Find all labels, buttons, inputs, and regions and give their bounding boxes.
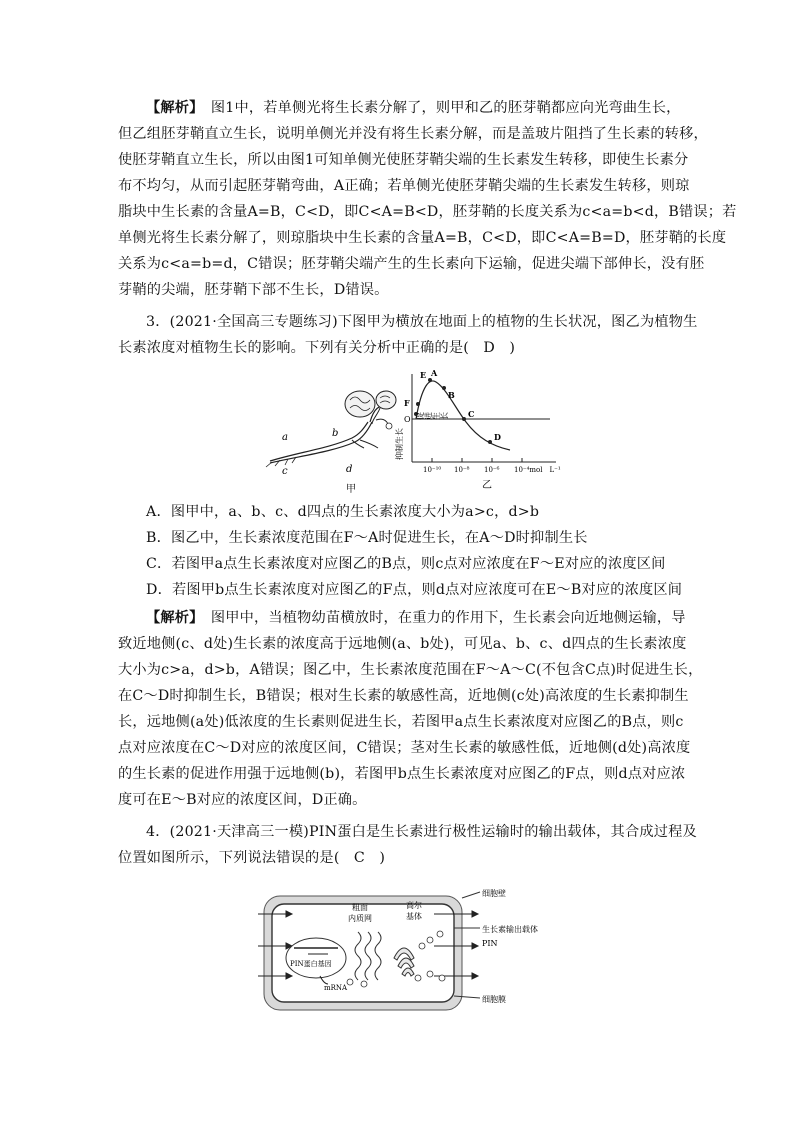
plant-diagram: [266, 391, 396, 467]
analysis-q2-line: 关系为c<a=b=d，C错误；胚芽鞘尖端产生的生长素向下运输，促进尖端下部伸长，没有胚: [118, 256, 705, 272]
x-tick: 10⁻⁶: [484, 466, 500, 474]
curve-point-b: B: [448, 390, 455, 400]
curve-point-d: D: [494, 432, 501, 442]
question-4-stem-cont: 位置如图所示，下列说法错误的是( C ): [118, 850, 386, 866]
option-c: C．若图甲a点生长素浓度对应图乙的B点，则c点对应浓度在F～E对应的浓度区间: [146, 556, 666, 572]
cell-membrane-label: 细胞膜: [482, 995, 506, 1004]
curve-point-a: A: [431, 368, 438, 378]
plant-label-a: a: [282, 432, 288, 443]
question-4-stem: 4．(2021·天津高三一模)PIN蛋白是生长素进行极性运输时的输出载体，其合成过程及: [146, 824, 697, 840]
curve-point-e: E: [420, 370, 427, 380]
analysis-tag: 【解析】: [146, 100, 197, 116]
cell-wall-label: 细胞壁: [482, 889, 506, 898]
analysis-q2-line: 使胚芽鞘直立生长，所以由图1可知单侧光使胚芽鞘尖端的生长素发生转移，即使生长素分: [118, 152, 689, 168]
golgi-label-1: 高尔: [406, 901, 422, 910]
analysis-q2-line: 但乙组胚芽鞘直立生长，说明单侧光并没有将生长素分解，而是盖玻片阻挡了生长素的转移，: [118, 126, 708, 142]
x-tick: 10⁻⁴mol L⁻¹: [514, 466, 561, 474]
caption-jia: 甲: [346, 484, 356, 494]
question-3-stem-cont: 长素浓度对植物生长的影响。下列有关分析中正确的是( D ): [118, 340, 516, 356]
x-tick: 10⁻⁸: [454, 466, 470, 474]
analysis-q2-line: 芽鞘的尖端，胚芽鞘下部不生长，D错误。: [118, 282, 389, 298]
pin-gene-label: PIN蛋白基因: [290, 960, 332, 968]
question-4-cell-figure: [258, 888, 558, 1018]
analysis-q3-line: 的生长素的促进作用强于远地侧(b)，若图甲b点生长素浓度对应图乙的F点，则d点对应浓: [118, 766, 686, 782]
option-b: B．图乙中，生长素浓度范围在F～A时促进生长，在A～D时抑制生长: [146, 530, 588, 546]
analysis-tag: 【解析】: [146, 610, 197, 626]
auxin-carrier-label: 生长素输出载体: [482, 925, 538, 934]
ylabel-promote: 促进生长: [416, 411, 448, 421]
analysis-q3-line: 大小为c>a，d>b，A错误；图乙中，生长素浓度范围在F～A～C(不包含C点)时促进生长，: [118, 662, 703, 678]
curve-point-f: F: [404, 398, 410, 408]
analysis-q3-line: 长，远地侧(a处)低浓度的生长素则促进生长，若图甲a点生长素浓度对应图乙的B点，则c: [118, 714, 684, 730]
analysis-q2-line: 布不均匀，从而引起胚芽鞘弯曲，A正确；若单侧光使胚芽鞘尖端的生长素发生转移，则琼: [118, 178, 690, 194]
analysis-q2-line-1: 【解析】 图1中，若单侧光将生长素分解了，则甲和乙的胚芽鞘都应向光弯曲生长，: [146, 100, 681, 116]
analysis-q3-line-1: 【解析】 图甲中，当植物幼苗横放时，在重力的作用下，生长素会向近地侧运输，导: [146, 610, 686, 626]
er-label-1: 粗面: [352, 903, 368, 912]
analysis-q3-line: 度可在E～B对应的浓度区间，D正确。: [118, 792, 367, 808]
question-3-figure: [260, 364, 580, 494]
pin-label: PIN: [482, 939, 498, 948]
plant-label-c: c: [282, 466, 288, 477]
er-label-2: 内质网: [348, 914, 372, 923]
option-d: D．若图甲b点生长素浓度对应图乙的F点，则d点对应浓度可在E～B对应的浓度区间: [146, 582, 683, 598]
x-tick: 10⁻¹⁰: [423, 466, 442, 474]
curve-point-c: C: [468, 409, 475, 419]
ylabel-inhibit: 抑制生长: [395, 428, 404, 460]
analysis-q3-line: 在C～D时抑制生长，B错误；根对生长素的敏感性高，近地侧(c处)高浓度的生长素抑制生: [118, 688, 689, 704]
question-3-stem: 3．(2021·全国高三专题练习)下图甲为横放在地面上的植物的生长状况，图乙为植物生: [146, 314, 698, 330]
golgi-label-2: 基体: [406, 912, 422, 921]
plant-label-d: d: [346, 464, 353, 475]
analysis-q2-line: 单侧光将生长素分解了，则琼脂块中生长素的含量A=B，C<D，即C<A=B=D，胚芽鞘的长度: [118, 230, 727, 246]
analysis-q2-line: 脂块中生长素的含量A=B，C<D，即C<A=B<D，胚芽鞘的长度关系为c<a=b<d，B错误；若: [118, 204, 737, 220]
option-a: A．图甲中，a、b、c、d四点的生长素浓度大小为a>c，d>b: [146, 504, 540, 520]
analysis-q3-line: 致近地侧(c、d处)生长素的浓度高于远地侧(a、b处)，可见a、b、c、d四点的生长素浓度: [118, 636, 687, 652]
analysis-q3-line: 点对应浓度在C～D对应的浓度区间，C错误；茎对生长素的敏感性低，近地侧(d处)高浓度: [118, 740, 691, 756]
mrna-label: mRNA: [324, 984, 348, 992]
plant-label-b: b: [332, 428, 339, 439]
caption-yi: 乙: [482, 480, 492, 491]
graph-origin: O: [404, 415, 411, 424]
